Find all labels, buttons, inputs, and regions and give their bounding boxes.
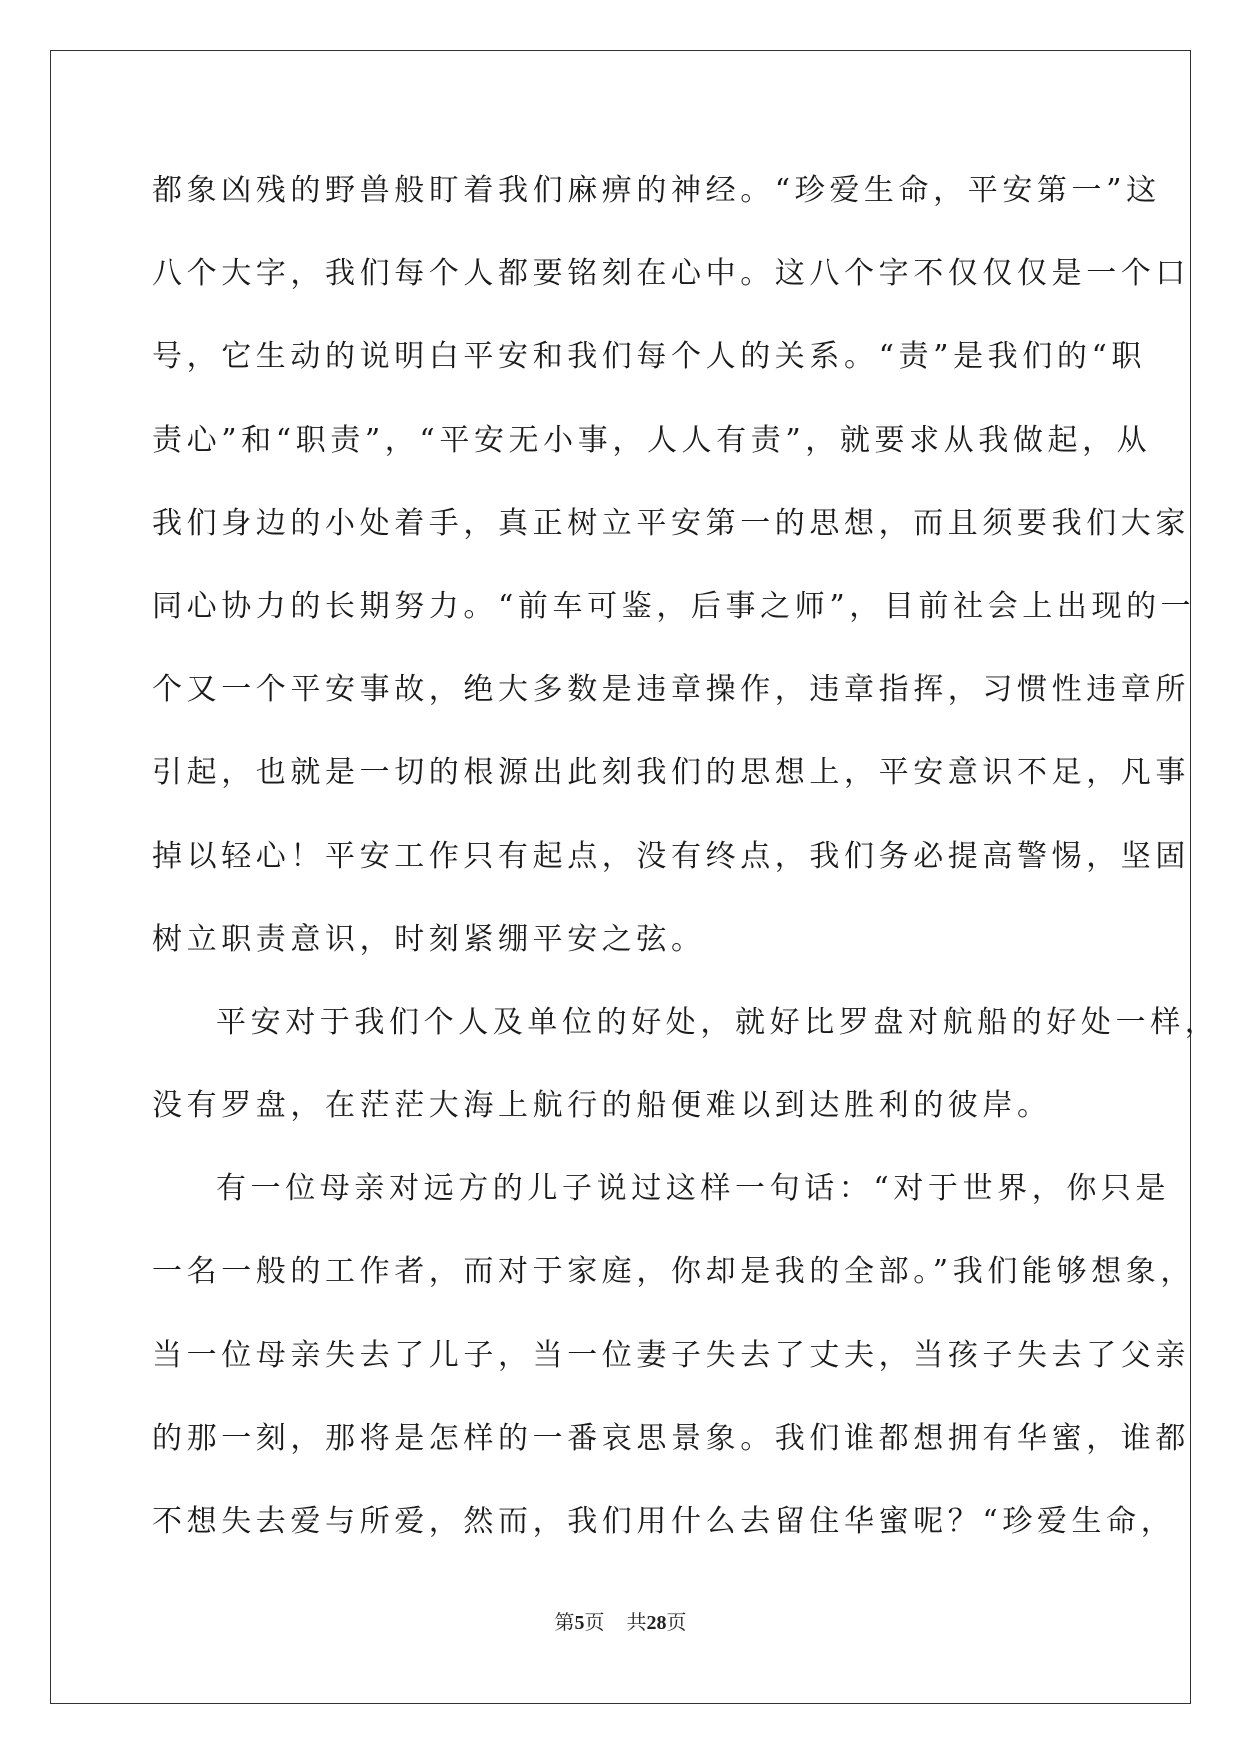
text-line: 不想失去爱与所爱，然而，我们用什么去留住华蜜呢？“珍爱生命， [152, 1504, 1176, 1539]
text-line: 当一位母亲失去了儿子，当一位妻子失去了丈夫，当孩子失去了父亲 [152, 1337, 1190, 1373]
page-footer [0, 1606, 1241, 1635]
page-suffix: 页 [584, 1610, 605, 1634]
text-line: 一名一般的工作者，而对于家庭，你却是我的全部。”我们能够想象， [152, 1254, 1195, 1290]
text-line: 掉以轻心！平安工作只有起点，没有终点，我们务必提高警惕，坚固 [152, 838, 1190, 874]
total-suffix: 页 [666, 1610, 687, 1634]
text-line: 八个大字，我们每个人都要铭刻在心中。这八个字不仅仅仅是一个口 [152, 256, 1190, 292]
total-pages: 28 [646, 1612, 667, 1634]
text-line: 责心”和“职责”，“平安无小事，人人有责”，就要求从我做起，从 [152, 422, 1152, 458]
total-prefix: 共 [626, 1610, 647, 1634]
page-prefix: 第 [554, 1610, 575, 1634]
text-line-paragraph-start: 有一位母亲对远方的儿子说过这样一句话：“对于世界，你只是 [216, 1171, 1171, 1207]
text-line: 个又一个平安事故，绝大多数是违章操作，违章指挥，习惯性违章所 [152, 672, 1190, 708]
text-line: 树立职责意识，时刻紧绷平安之弦。 [152, 921, 706, 957]
text-line: 的那一刻，那将是怎样的一番哀思景象。我们谁都想拥有华蜜，谁都 [152, 1420, 1190, 1456]
page-number: 5 [574, 1612, 585, 1634]
text-line: 没有罗盘，在茫茫大海上航行的船便难以到达胜利的彼岸。 [152, 1088, 1052, 1124]
text-line: 引起，也就是一切的根源出此刻我们的思想上，平安意识不足，凡事 [152, 755, 1190, 791]
text-line-paragraph-start: 平安对于我们个人及单位的好处，就好比罗盘对航船的好处一样， [216, 1004, 1220, 1040]
text-line: 我们身边的小处着手，真正树立平安第一的思想，而且须要我们大家 [152, 505, 1190, 541]
text-line: 都象凶残的野兽般盯着我们麻痹的神经。“珍爱生命，平安第一”这 [152, 173, 1161, 208]
body-text [152, 162, 1220, 1576]
text-line: 号，它生动的说明白平安和我们每个人的关系。“责”是我们的“职 [152, 339, 1147, 375]
text-line: 同心协力的长期努力。“前车可鉴，后事之师”，目前社会上出现的一 [152, 588, 1196, 624]
